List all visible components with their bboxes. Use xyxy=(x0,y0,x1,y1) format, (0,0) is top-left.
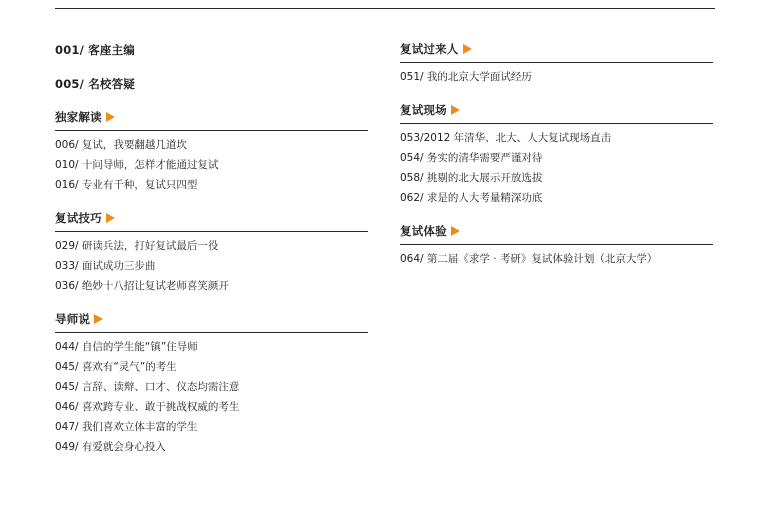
section-header xyxy=(55,108,368,126)
toc-item[interactable]: 016/ 专业有千种，复试只四型 xyxy=(55,179,198,191)
section-divider xyxy=(400,244,713,245)
toc-item[interactable]: 058/ 挑剔的北大展示开放选拔 xyxy=(400,172,543,184)
section-title: 导师说 xyxy=(55,312,91,326)
toc-entry-school-qa[interactable]: 005/ 名校答疑 xyxy=(55,77,136,91)
section-title: 复试现场 xyxy=(400,103,447,117)
toc-item[interactable]: 029/ 研读兵法，打好复试最后一役 xyxy=(55,240,219,252)
toc-item[interactable]: 049/ 有爱就会身心投入 xyxy=(55,441,166,453)
toc-section-mentor-says xyxy=(55,310,368,457)
section-header xyxy=(400,222,713,240)
toc-item[interactable]: 044/ 自信的学生能“镇”住导师 xyxy=(55,341,198,353)
section-title: 复试过来人 xyxy=(400,42,459,56)
section-divider xyxy=(55,130,368,131)
section-title: 复试体验 xyxy=(400,224,447,238)
section-divider xyxy=(55,231,368,232)
toc-section-retest-experience xyxy=(400,222,713,269)
toc-item[interactable]: 010/ 十问导师，怎样才能通过复试 xyxy=(55,159,219,171)
toc-item[interactable]: 047/ 我们喜欢立体丰富的学生 xyxy=(55,421,198,433)
toc-item[interactable]: 053/2012 年清华、北大、人大复试现场直击 xyxy=(400,132,612,144)
toc-entry-guest-editor[interactable]: 001/ 客座主编 xyxy=(55,43,136,57)
play-triangle-icon xyxy=(106,112,115,122)
toc-right-column xyxy=(400,40,713,283)
section-divider xyxy=(400,62,713,63)
toc-section-retest-veterans xyxy=(400,40,713,87)
toc-item[interactable]: 062/ 求是的人大考量精深功底 xyxy=(400,192,543,204)
section-header xyxy=(55,209,368,227)
play-triangle-icon xyxy=(463,44,472,54)
top-divider xyxy=(55,8,715,9)
toc-item[interactable]: 046/ 喜欢跨专业、敢于挑战权威的考生 xyxy=(55,401,240,413)
section-header xyxy=(55,310,368,328)
toc-item[interactable]: 051/ 我的北京大学面试经历 xyxy=(400,71,532,83)
toc-item[interactable]: 054/ 务实的清华需要严谨对待 xyxy=(400,152,543,164)
toc-item[interactable]: 064/ 第二届《求学 · 考研》复试体验计划（北京大学） xyxy=(400,253,658,265)
section-title: 复试技巧 xyxy=(55,211,102,225)
toc-item[interactable]: 045/ 言辞、读辩、口才、仪态均需注意 xyxy=(55,381,240,393)
play-triangle-icon xyxy=(94,314,103,324)
toc-left-column xyxy=(55,40,368,471)
toc-item[interactable]: 045/ 喜欢有“灵气”的考生 xyxy=(55,361,177,373)
section-divider xyxy=(400,123,713,124)
section-title: 独家解读 xyxy=(55,110,102,124)
section-header xyxy=(400,40,713,58)
play-triangle-icon xyxy=(106,213,115,223)
toc-item[interactable]: 006/ 复试，我要翻越几道坎 xyxy=(55,139,187,151)
play-triangle-icon xyxy=(451,105,460,115)
toc-section-retest-skills xyxy=(55,209,368,296)
play-triangle-icon xyxy=(451,226,460,236)
section-header xyxy=(400,101,713,119)
toc-item[interactable]: 036/ 绝妙十八招让复试老师喜笑颜开 xyxy=(55,280,229,292)
toc-item[interactable]: 033/ 面试成功三步曲 xyxy=(55,260,156,272)
section-divider xyxy=(55,332,368,333)
toc-section-exclusive-interpretation xyxy=(55,108,368,195)
toc-section-retest-scene xyxy=(400,101,713,208)
